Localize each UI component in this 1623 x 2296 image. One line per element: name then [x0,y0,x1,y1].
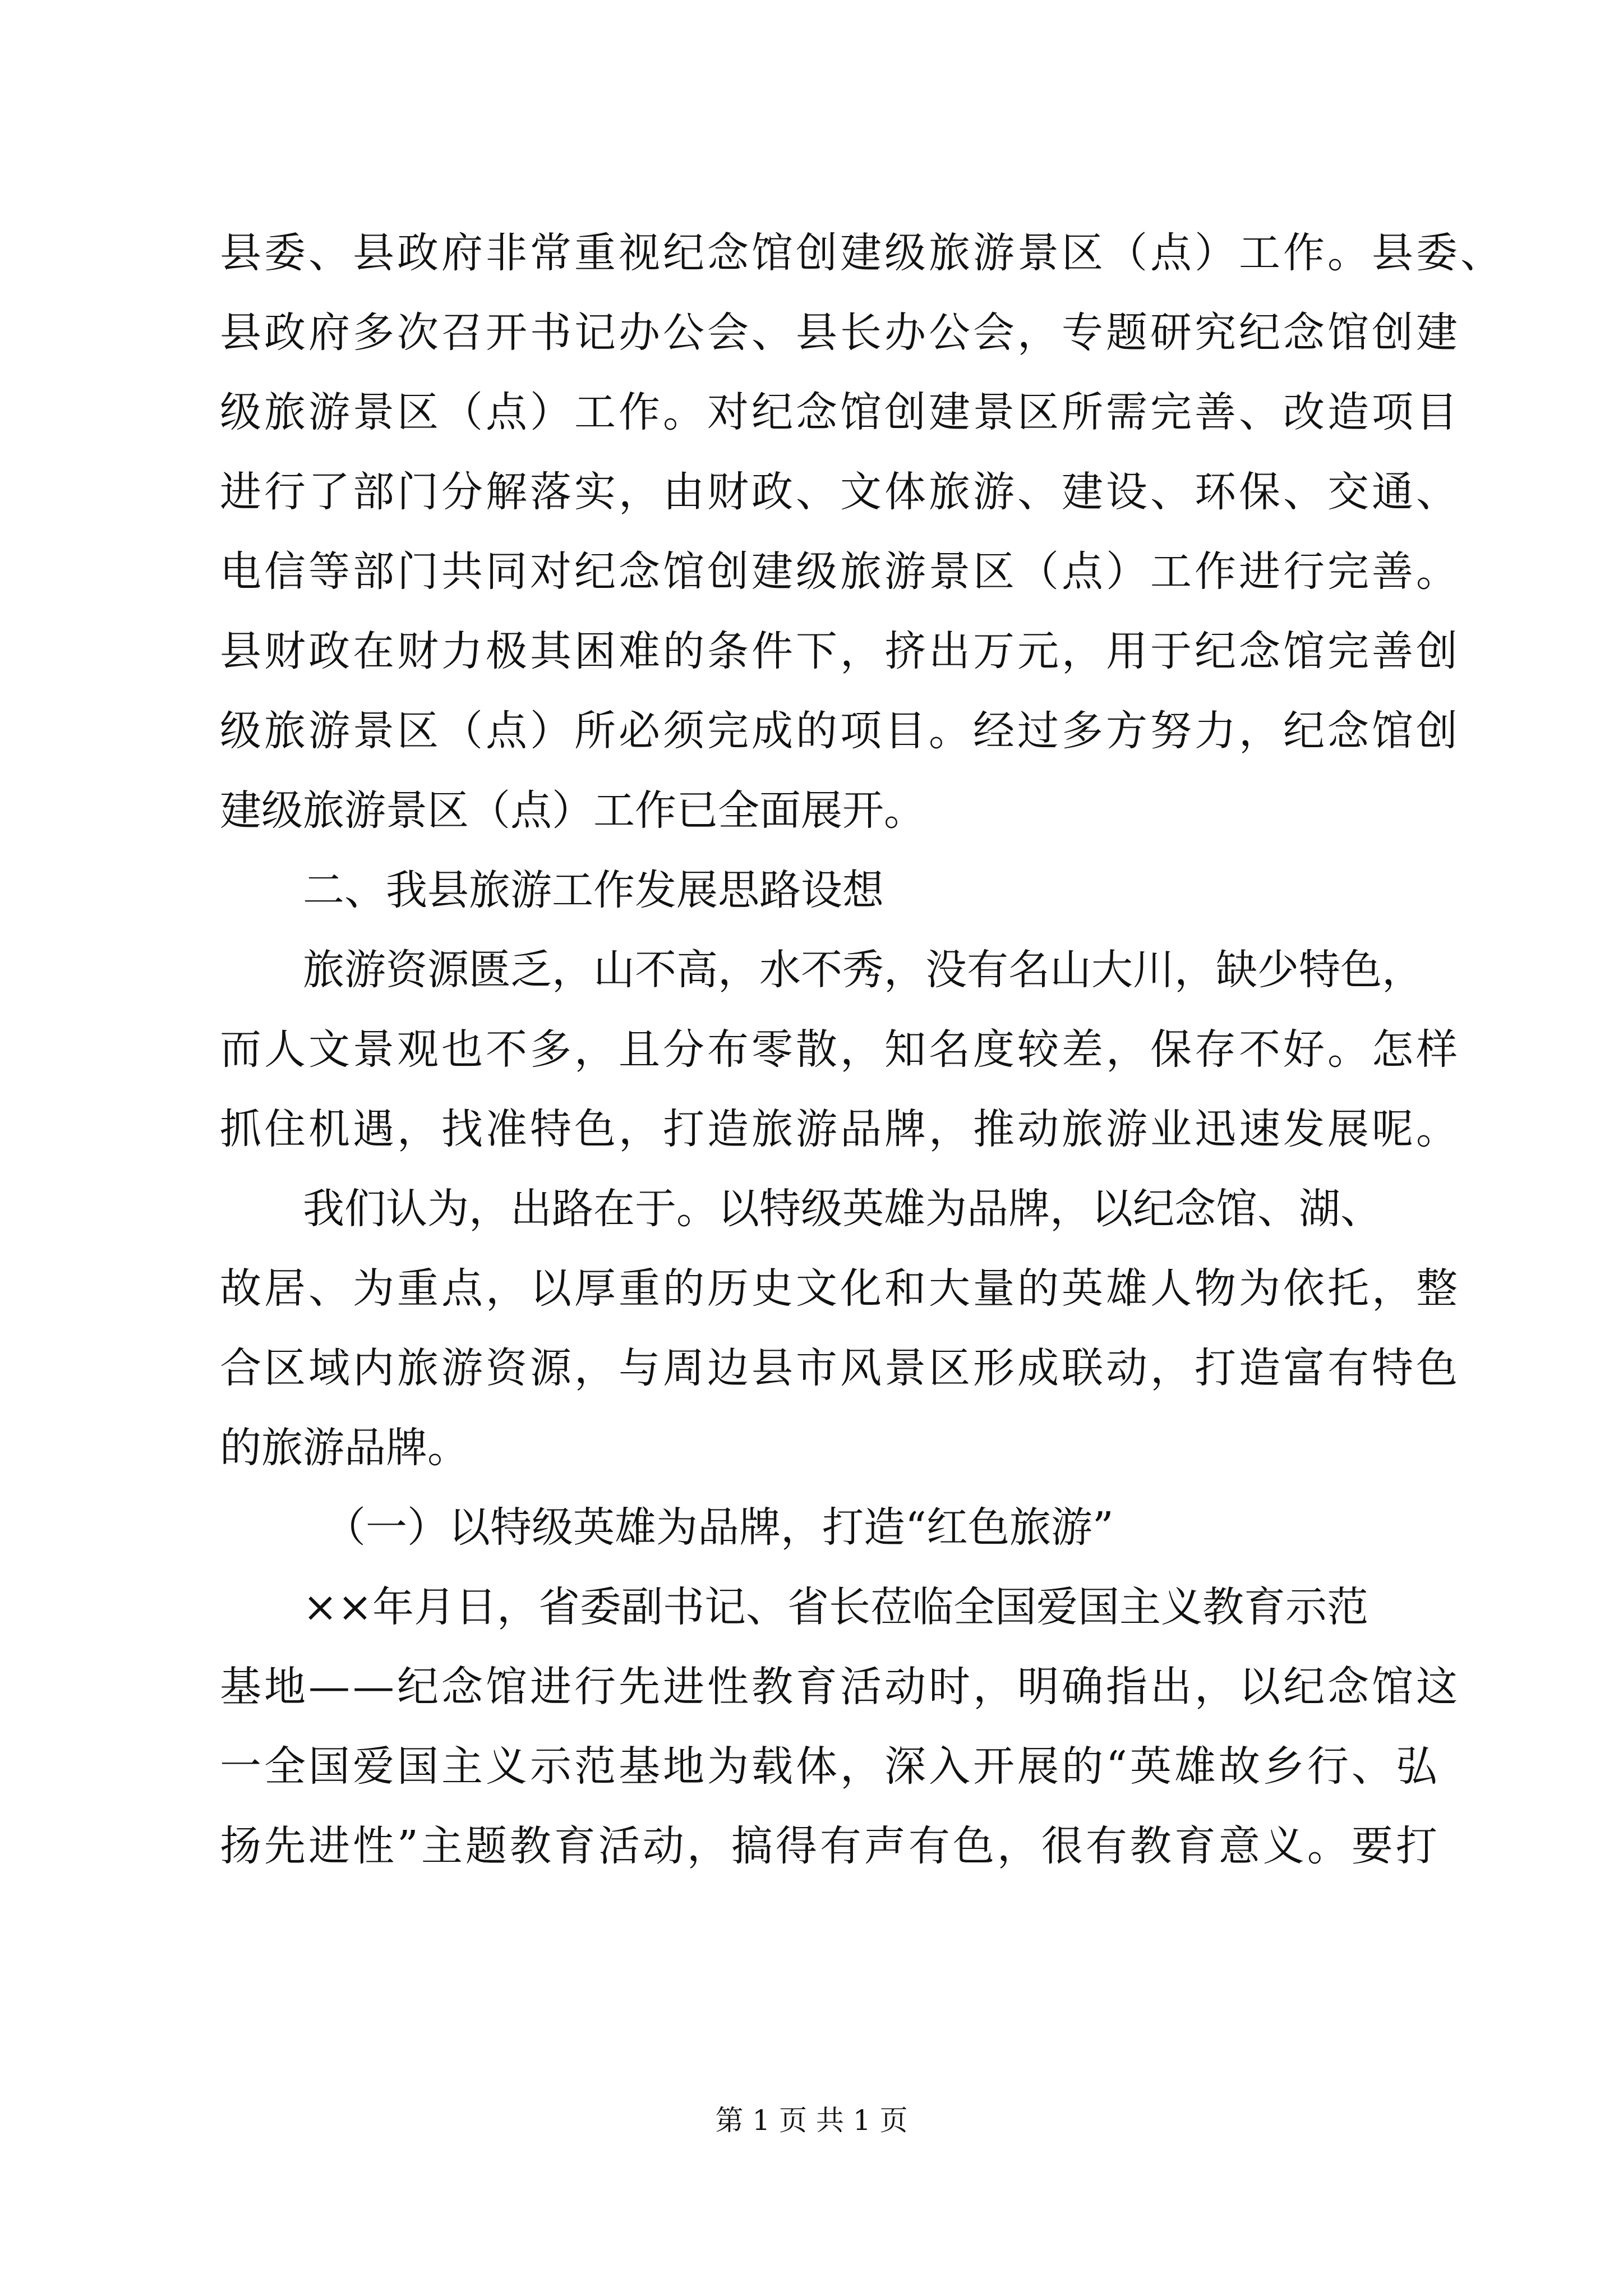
text-line: 一全国爱国主义示范基地为载体，深入开展的“英雄故乡行、弘 [220,1742,1440,1791]
subsection-heading: （一）以特级英雄为品牌，打造“红色旅游” [324,1503,1114,1552]
text-line: 基地——纪念馆进行先进性教育活动时，明确指出，以纪念馆这 [220,1663,1460,1711]
text-line: 抓住机遇，找准特色，打造旅游品牌，推动旅游业迅速发展呢。 [220,1105,1460,1153]
text-line: 的旅游品牌。 [220,1424,469,1472]
text-line: 电信等部门共同对纪念馆创建级旅游景区（点）工作进行完善。 [220,547,1460,596]
text-line: 建级旅游景区（点）工作已全面展开。 [220,786,925,835]
document-body [220,213,1505,1886]
text-line: 合区域内旅游资源，与周边县市风景区形成联动，打造富有特色 [220,1344,1460,1392]
text-line: 扬先进性”主题教育活动，搞得有声有色，很有教育意义。要打 [220,1822,1440,1870]
text-line: 故居、为重点，以厚重的历史文化和大量的英雄人物为依托，整 [220,1264,1460,1313]
text-line: ××年月日，省委副书记、省长莅临全国爱国主义教育示范 [303,1583,1369,1631]
section-heading: 二、我县旅游工作发展思路设想 [303,866,884,914]
text-line: 我们认为，出路在于。以特级英雄为品牌，以纪念馆、湖、 [303,1185,1382,1233]
text-line: 级旅游景区（点）工作。对纪念馆创建景区所需完善、改造项目 [220,388,1460,436]
text-line: 县财政在财力极其困难的条件下，挤出万元，用于纪念馆完善创 [220,627,1460,675]
text-line: 旅游资源匮乏，山不高，水不秀，没有名山大川，缺少特色， [303,946,1423,994]
text-line: 级旅游景区（点）所必须完成的项目。经过多方努力，纪念馆创 [220,707,1460,755]
text-line: 县委、县政府非常重视纪念馆创建级旅游景区（点）工作。县委、 [220,229,1505,277]
page-number-footer: 第 1 页 共 1 页 [715,2104,908,2137]
text-line: 而人文景观也不多，且分布零散，知名度较差，保存不好。怎样 [220,1025,1460,1074]
text-line: 进行了部门分解落实，由财政、文体旅游、建设、环保、交通、 [220,468,1460,516]
text-line: 县政府多次召开书记办公会、县长办公会，专题研究纪念馆创建 [220,309,1460,357]
